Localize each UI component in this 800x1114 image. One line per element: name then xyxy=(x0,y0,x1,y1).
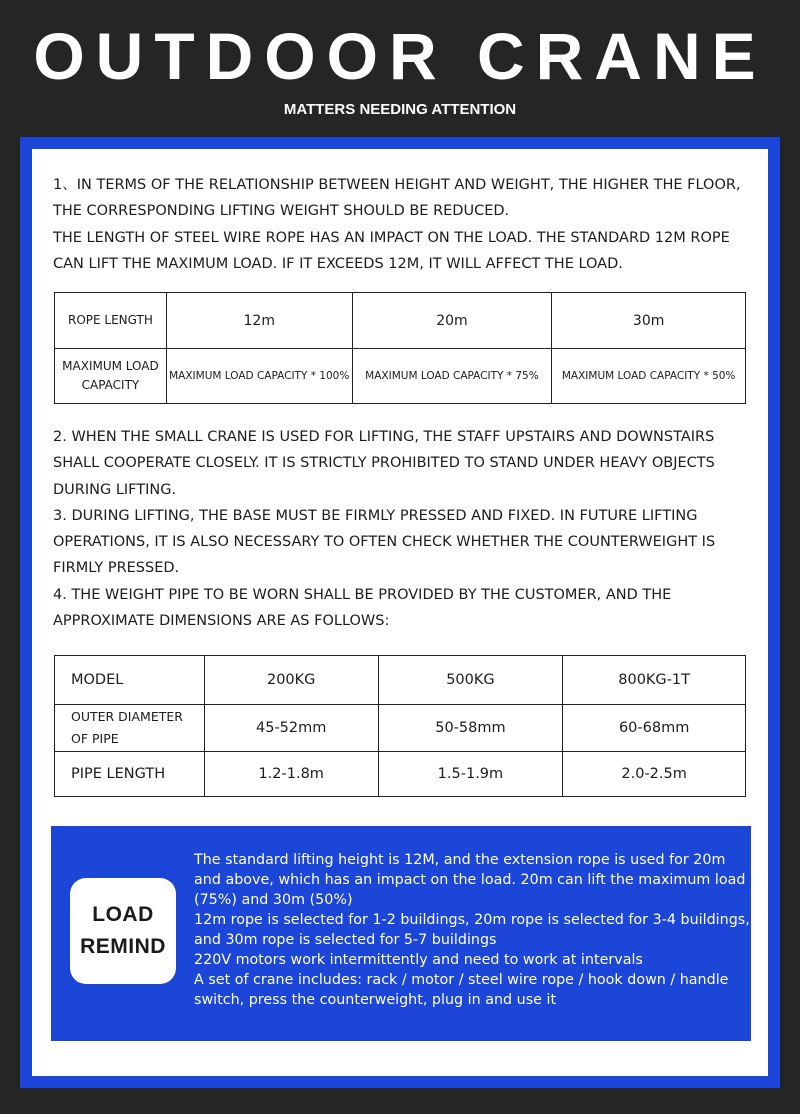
section-2-text xyxy=(53,424,753,634)
badge-line: LOAD xyxy=(92,903,154,926)
table-header-cell: MAXIMUM LOAD CAPACITY xyxy=(55,349,167,404)
table-row xyxy=(55,656,746,705)
table-header-cell: PIPE LENGTH xyxy=(55,752,205,797)
table-cell: 200KG xyxy=(204,656,378,705)
table-cell: MAXIMUM LOAD CAPACITY * 50% xyxy=(552,349,746,404)
table-cell: 12m xyxy=(166,293,352,349)
paragraph: 4. THE WEIGHT PIPE TO BE WORN SHALL BE PROVIDED BY THE CUSTOMER, AND THE APPROXIMATE DIMENSIONS ARE AS FOLLOWS: xyxy=(53,586,672,630)
table-cell: 60-68mm xyxy=(563,705,746,752)
paragraph: 2. WHEN THE SMALL CRANE IS USED FOR LIFTING, THE STAFF UPSTAIRS AND DOWNSTAIRS SHALL COOPERATE CLOSELY. IT IS STRICTLY PROHIBITED TO STAND UNDER HEAVY OBJECTS DURING LIFTING. xyxy=(53,429,715,498)
section-1-text xyxy=(53,172,753,277)
badge-line: REMIND xyxy=(80,935,166,958)
table-cell: 50-58mm xyxy=(378,705,563,752)
remind-line: The standard lifting height is 12M, and the extension rope is used for 20m and above, which has an impact on the load. 20m can lift the maximum load (75%) and 30m (50%) xyxy=(194,852,746,908)
load-remind-badge xyxy=(70,878,176,984)
pipe-dimension-table xyxy=(54,655,746,797)
remind-line: 12m rope is selected for 1-2 buildings, 20m rope is selected for 3-4 buildings, and 30m rope is selected for 5-7 buildings xyxy=(194,912,750,948)
table-cell: 1.2-1.8m xyxy=(204,752,378,797)
page-title: OUTDOOR CRANE xyxy=(33,19,767,93)
paragraph: 3. DURING LIFTING, THE BASE MUST BE FIRMLY PRESSED AND FIXED. IN FUTURE LIFTING OPERATIONS, IT IS ALSO NECESSARY TO OFTEN CHECK WHETHER THE COUNTERWEIGHT IS FIRMLY PRESSED. xyxy=(53,507,716,577)
table-row xyxy=(55,293,746,349)
table-cell: 45-52mm xyxy=(204,705,378,752)
load-remind-text xyxy=(194,850,750,1010)
table-header-cell: MODEL xyxy=(55,656,205,705)
table-cell: MAXIMUM LOAD CAPACITY * 100% xyxy=(166,349,352,404)
rope-load-table xyxy=(54,292,746,404)
table-cell: 1.5-1.9m xyxy=(378,752,563,797)
table-header-cell: ROPE LENGTH xyxy=(55,293,167,349)
remind-line: 220V motors work intermittently and need to work at intervals xyxy=(194,952,643,968)
table-cell: MAXIMUM LOAD CAPACITY * 75% xyxy=(352,349,552,404)
table-row xyxy=(55,349,746,404)
paragraph: THE LENGTH OF STEEL WIRE ROPE HAS AN IMPACT ON THE LOAD. THE STANDARD 12M ROPE CAN LIFT THE MAXIMUM LOAD. IF IT EXCEEDS 12M, IT WILL AFFECT THE LOAD. xyxy=(53,229,730,272)
table-cell: 30m xyxy=(552,293,746,349)
page-subtitle: MATTERS NEEDING ATTENTION xyxy=(283,101,517,118)
table-cell: 20m xyxy=(352,293,552,349)
table-header-cell: OUTER DIAMETER OF PIPE xyxy=(55,705,205,752)
remind-line: A set of crane includes: rack / motor / steel wire rope / hook down / handle switch, press the counterweight, plug in and use it xyxy=(194,972,729,1008)
table-row xyxy=(55,705,746,752)
table-cell: 500KG xyxy=(378,656,563,705)
table-cell: 2.0-2.5m xyxy=(563,752,746,797)
table-cell: 800KG-1T xyxy=(563,656,746,705)
table-row xyxy=(55,752,746,797)
paragraph: 1、IN TERMS OF THE RELATIONSHIP BETWEEN HEIGHT AND WEIGHT, THE HIGHER THE FLOOR, THE CORRESPONDING LIFTING WEIGHT SHOULD BE REDUCED. xyxy=(53,177,741,220)
